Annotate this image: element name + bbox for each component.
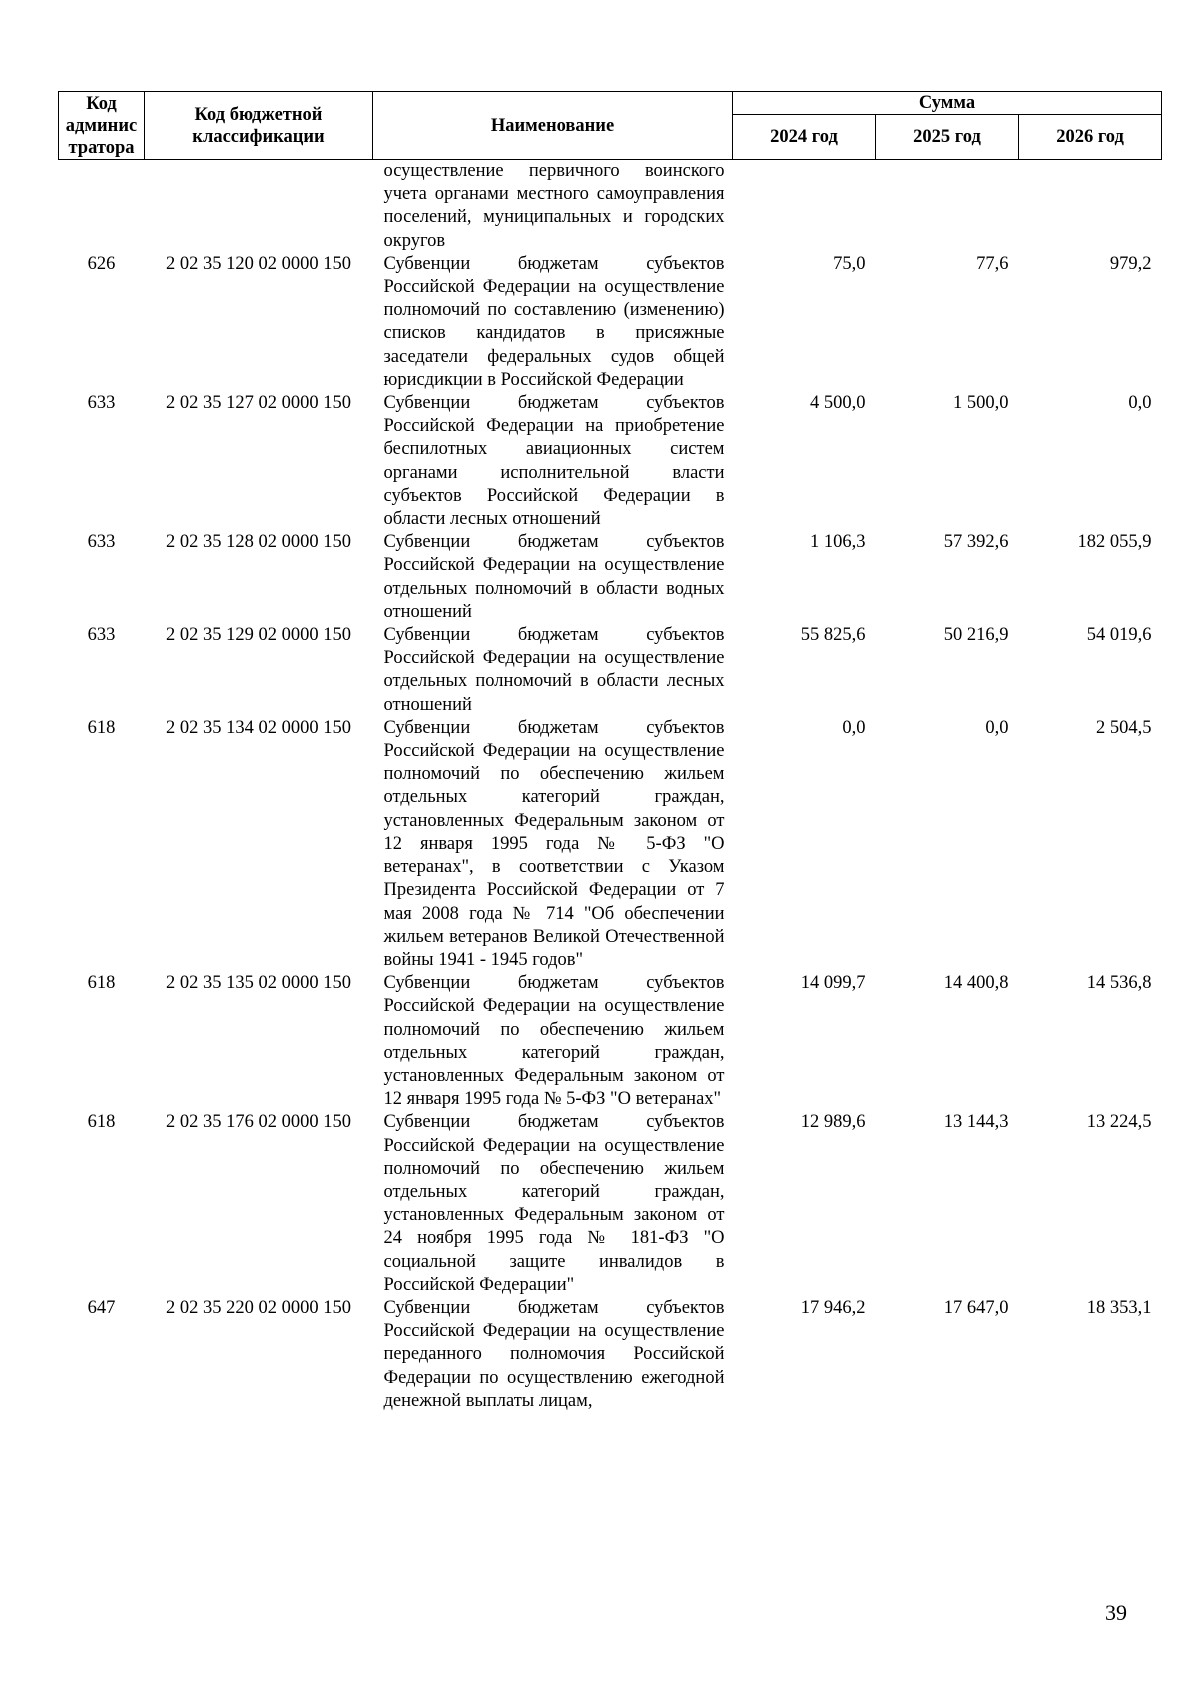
- table-row: [59, 717, 1162, 972]
- cell-name: Субвенции бюджетам субъектов Российской Федерации на осуществление полномочий по составлению (изменению) списков кандидатов в присяжные заседатели федеральных судов общей юрисдикции в Российской Федерации: [383, 253, 725, 390]
- header-year-2024: 2024 год: [733, 115, 876, 160]
- cell-name: Субвенции бюджетам субъектов Российской Федерации на осуществление отдельных полномочий в области лесных отношений: [383, 625, 725, 715]
- header-admin-code-line: админис: [65, 115, 138, 136]
- cell-kbk: 2 02 35 135 02 0000 150: [166, 973, 351, 994]
- table-header: [59, 92, 1162, 160]
- cell-kbk: 2 02 35 220 02 0000 150: [166, 1297, 351, 1318]
- cell-admin-code: 633: [87, 393, 116, 414]
- cell-kbk: 2 02 35 127 02 0000 150: [166, 393, 351, 414]
- table-row: [59, 624, 1162, 717]
- cell-name: Субвенции бюджетам субъектов Российской Федерации на осуществление полномочий по обеспечению жильем отдельных категорий граждан, установленных Федеральным законом от 24 ноября 1995 года № 181-ФЗ "О социальной защите инвалидов в Российской Федерации": [383, 1112, 725, 1295]
- cell-amount-2026: [1019, 160, 1162, 253]
- cell-amount-2026: 54 019,6: [1086, 625, 1152, 646]
- cell-kbk: [145, 160, 373, 253]
- header-admin-code-line: Код: [86, 93, 117, 114]
- cell-amount-2025: 1 500,0: [953, 393, 1009, 414]
- cell-amount-2026: 14 536,8: [1086, 973, 1152, 994]
- cell-amount-2026: 0,0: [1128, 393, 1152, 414]
- table-body: [59, 160, 1162, 1413]
- header-kbk: [145, 92, 373, 160]
- cell-admin-code: 626: [87, 253, 116, 274]
- cell-name: Субвенции бюджетам субъектов Российской Федерации на осуществление переданного полномочия Российской Федерации по осуществлению ежегодной денежной выплаты лицам,: [383, 1297, 725, 1411]
- table-row: [59, 392, 1162, 531]
- cell-kbk: 2 02 35 134 02 0000 150: [166, 717, 351, 738]
- header-admin-code: [59, 92, 145, 160]
- cell-amount-2024: 14 099,7: [800, 973, 866, 994]
- cell-amount-2025: 50 216,9: [943, 625, 1009, 646]
- table-row: [59, 160, 1162, 253]
- cell-admin-code: 633: [87, 625, 116, 646]
- cell-admin-code: 633: [87, 532, 116, 553]
- cell-name: Субвенции бюджетам субъектов Российской Федерации на приобретение беспилотных авиационных систем органами исполнительной власти субъектов Российской Федерации в области лесных отношений: [383, 393, 725, 530]
- cell-kbk: 2 02 35 129 02 0000 150: [166, 625, 351, 646]
- header-sum: Сумма: [733, 92, 1162, 115]
- header-kbk-line: Код бюджетной: [194, 104, 323, 125]
- cell-amount-2025: 17 647,0: [943, 1297, 1009, 1318]
- header-kbk-line: классификации: [192, 126, 325, 147]
- cell-admin-code: 618: [87, 717, 116, 738]
- cell-amount-2024: 55 825,6: [800, 625, 866, 646]
- cell-admin-code: 618: [87, 973, 116, 994]
- cell-amount-2026: 182 055,9: [1077, 532, 1152, 553]
- cell-amount-2026: 13 224,5: [1086, 1112, 1152, 1133]
- table-row: [59, 531, 1162, 624]
- cell-amount-2026: 18 353,1: [1086, 1297, 1152, 1318]
- cell-amount-2026: 979,2: [1109, 253, 1152, 274]
- cell-amount-2024: [733, 160, 876, 253]
- cell-kbk: 2 02 35 120 02 0000 150: [166, 253, 351, 274]
- cell-amount-2025: 13 144,3: [943, 1112, 1009, 1133]
- cell-amount-2025: 77,6: [976, 253, 1009, 274]
- header-name: Наименование: [373, 92, 733, 160]
- cell-admin-code: 618: [87, 1112, 116, 1133]
- budget-table: [58, 91, 1162, 1413]
- cell-kbk: 2 02 35 176 02 0000 150: [166, 1112, 351, 1133]
- cell-kbk: 2 02 35 128 02 0000 150: [166, 532, 351, 553]
- cell-amount-2024: 12 989,6: [800, 1112, 866, 1133]
- cell-name: Субвенции бюджетам субъектов Российской Федерации на осуществление полномочий по обеспечению жильем отдельных категорий граждан, установленных Федеральным законом от 12 января 1995 года № 5-ФЗ "О ветеранах", в соответствии с Указом Президента Российской Федерации от 7 мая 2008 года № 714 "Об обеспечении жильем ветеранов Великой Отечественной войны 1941 - 1945 годов": [383, 717, 725, 970]
- cell-admin-code: 647: [87, 1297, 116, 1318]
- cell-amount-2025: 0,0: [985, 717, 1009, 738]
- table-row: [59, 1111, 1162, 1297]
- cell-amount-2026: 2 504,5: [1096, 717, 1152, 738]
- page-number: 39: [1105, 1600, 1127, 1625]
- cell-amount-2024: 75,0: [833, 253, 866, 274]
- cell-name: Субвенции бюджетам субъектов Российской Федерации на осуществление отдельных полномочий в области водных отношений: [383, 532, 725, 622]
- header-admin-code-line: тратора: [68, 137, 135, 158]
- cell-amount-2025: 14 400,8: [943, 973, 1009, 994]
- cell-name: Субвенции бюджетам субъектов Российской Федерации на осуществление полномочий по обеспечению жильем отдельных категорий граждан, установленных Федеральным законом от 12 января 1995 года № 5-ФЗ "О ветеранах": [383, 973, 725, 1110]
- table-row: [59, 253, 1162, 392]
- cell-name: осуществление первичного воинского учета органами местного самоуправления поселений, муниципальных и городских округов: [383, 161, 725, 251]
- header-year-2025: 2025 год: [876, 115, 1019, 160]
- header-year-2026: 2026 год: [1019, 115, 1162, 160]
- table-row: [59, 1297, 1162, 1413]
- cell-amount-2024: 17 946,2: [800, 1297, 866, 1318]
- cell-admin-code: [59, 160, 145, 253]
- cell-amount-2025: 57 392,6: [943, 532, 1009, 553]
- table-row: [59, 972, 1162, 1111]
- cell-amount-2024: 1 106,3: [810, 532, 866, 553]
- cell-amount-2024: 0,0: [842, 717, 866, 738]
- cell-amount-2025: [876, 160, 1019, 253]
- cell-amount-2024: 4 500,0: [810, 393, 866, 414]
